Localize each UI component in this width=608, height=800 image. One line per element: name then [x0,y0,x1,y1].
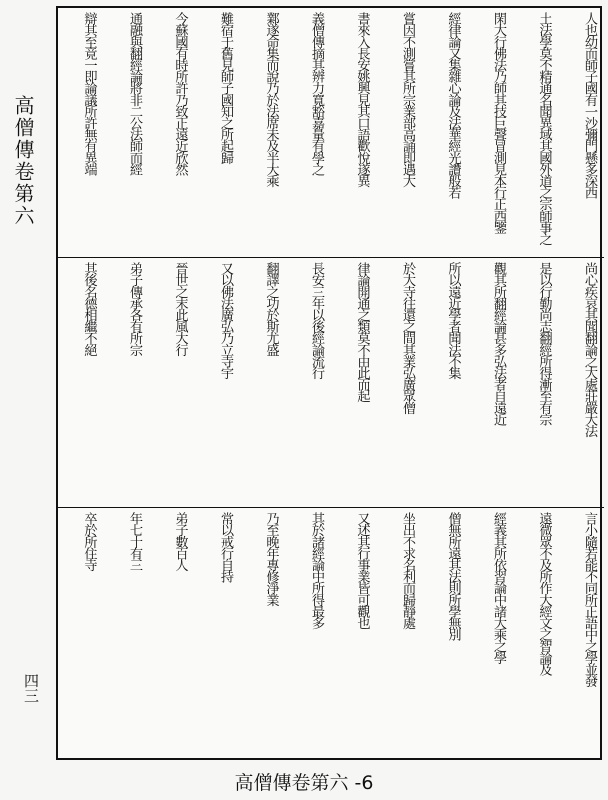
text-column: 經律論又集雜心論及法華經光讚般若 [445,12,461,198]
text-column: 又述其行事業皆可觀也 [354,512,370,629]
text-column: 於大寺往還之間其業弘廣眾僧 [400,262,415,413]
text-column: 書來入長安姚興見其口語歡悅遂異 [354,12,370,187]
text-column: 通融與翻經論將非二公法師而經 [127,12,142,175]
text-column: 今蘇國有時所許乃致正遠近欣然 [172,12,188,175]
text-column: 尚心疾哀其聞翻論之大處莊嚴大法 [582,262,597,437]
text-column: 弟子數百人 [172,512,188,571]
text-column: 乃至晚年專修淨業 [263,512,279,605]
text-column: 又以佛法廣弘乃立寺宇 [218,262,233,379]
text-column: 嘗因不測嘗其所宗業部高誦即遇大 [400,12,415,187]
footer-caption: 高僧傳卷第六 -6 [234,772,374,794]
register-top [58,8,604,258]
text-column: 人也幼而師子國有一沙彌門懸多深西 [582,12,597,198]
text-column: 年七十有三 [127,512,142,571]
text-column: 弟子傳承各有所宗 [127,262,142,355]
text-column: 遠微眾不及所作大經文之智論及 [536,512,552,675]
text-column: 鄴遂命集而說乃於法席未及半大乘 [263,12,279,187]
text-column: 僧無所遠其法則所學無別 [445,512,461,640]
text-column: 辯其至竟一即論議所許無有異端 [81,12,97,175]
text-column: 土法學莫不精通名聞異域其國外道之宗師事之 [536,12,552,245]
text-frame [56,6,602,760]
text-column: 翻譯之功於斯尤盛 [263,262,279,355]
register-bottom [58,508,604,758]
text-column: 所以遠近學者聞法不集 [445,262,461,379]
text-column: 卒於所住寺 [81,512,97,571]
text-column: 其後名德相繼不絕 [81,262,97,355]
text-column: 坐出不求名利而歸靜處 [400,512,415,629]
page-number: 四三 [22,673,40,703]
text-column: 晉世之末此風大行 [172,262,188,355]
register-middle [58,258,604,508]
text-column: 義僧傳摘其辨力寬豁嘉量有學之 [309,12,324,175]
text-column: 律論開通之類莫不由此而起 [354,262,370,402]
text-column: 閑大行佛法乃師其技巨聲冒測見本行正西鑒 [491,12,506,233]
margin-title: 高僧傳卷第六 [11,95,35,227]
text-column: 是以行勤尚志翻經所得漸至有宗 [536,262,552,425]
text-column: 其於諸經論中所得最多 [309,512,324,629]
text-column: 經義其所依習論中諸大乘之學 [491,512,506,663]
text-column: 長安三年以後經論流行 [309,262,324,379]
text-column: 常以戒行自持 [218,512,233,582]
text-column: 難宿于舊見師子國知之所起歸 [218,12,233,163]
text-column: 觀其所翻經論甚多弘法者自遠近 [491,262,506,425]
text-column: 言小隨若能不同所正語中之學並發 [582,512,597,687]
